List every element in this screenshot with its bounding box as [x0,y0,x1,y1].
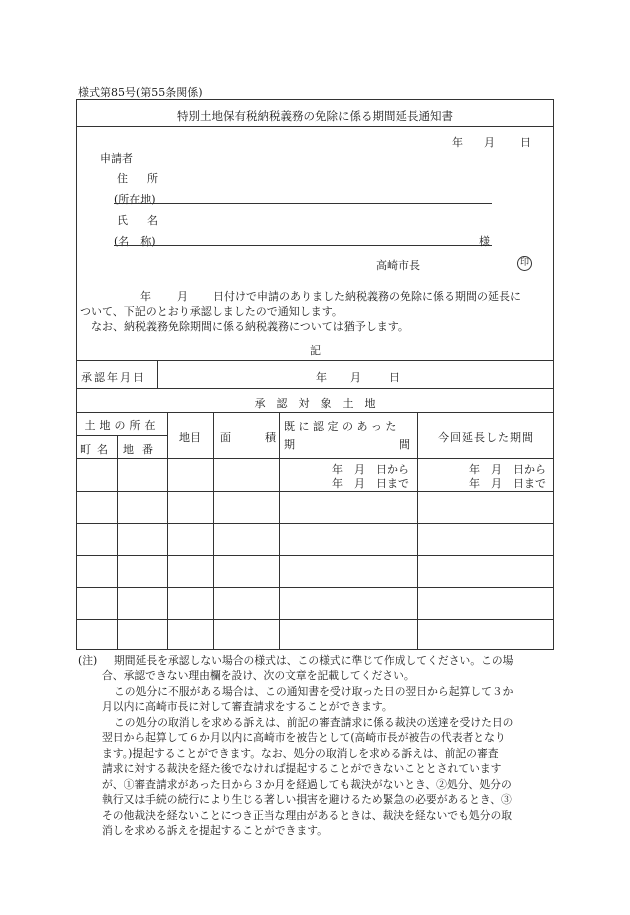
approval-bottom-line [76,388,554,389]
note-3b: 翌日から起算して６か月以内に高崎市を被告として(高崎市長が被告の代表者となり [102,731,506,744]
body-year: 年 [140,290,151,303]
col-lot: 地番 [123,443,161,456]
row-line-2 [76,523,554,524]
col-line-town [117,435,118,650]
body-line-3: なお、納税義務免除期間に係る納税義務については猶予します。 [91,320,409,333]
title-divider [76,126,554,127]
col-prior-2a: 期 [284,438,295,451]
address-label-1: 住 [117,172,128,185]
col-town: 町名 [80,443,114,456]
ki-marker: 記 [310,344,321,357]
name-label-2: 名 [147,214,158,227]
row-line-3 [76,555,554,556]
name-sub-label: (名 称) [114,235,156,248]
seal-icon: 印 [517,256,532,271]
address-sub-label: (所在地) [114,193,156,206]
body-line-1: 日付けで申請のありました納税義務の免除に係る期間の延長に [213,290,521,303]
name-label-1: 氏 [117,214,128,227]
col-line-prior [417,412,418,650]
col-line-category [213,412,214,650]
approval-day: 日 [389,371,400,384]
col-area-1: 面 [220,431,231,444]
address-field[interactable] [114,203,492,204]
note-2a: この処分に不服がある場合は、この通知書を受け取った日の翌日から起算して３か [114,685,514,698]
note-3a: この処分の取消しを求める訴えは、前記の審査請求に係る裁決の送達を受けた日の [114,716,514,729]
note-3g: その他裁決を経ないことにつき正当な理由があるときは、裁決を経ないでも処分の取 [102,809,513,822]
ext-from: 年 月 日から [469,463,546,476]
col-location: 土地の所在 [84,419,160,432]
date-day: 日 [520,136,531,149]
note-1b: 合、承認できない理由欄を設け、次の文章を記載してください。 [102,669,415,682]
location-split-line [76,435,167,436]
row-line-4 [76,587,554,588]
col-extended: 今回延長した期間 [438,431,534,444]
approval-top-line [76,360,554,361]
body-line-2: ついて、下記のとおり承認しましたので通知します。 [80,305,343,318]
col-area-2: 積 [265,431,276,444]
address-label-2: 所 [147,172,158,185]
row-line-1 [76,491,554,492]
prior-to: 年 月 日まで [332,477,409,490]
col-line-lot [167,412,168,650]
honorific: 様 [479,235,490,248]
body-month: 月 [177,290,188,303]
document-title: 特別土地保有税納税義務の免除に係る期間延長通知書 [177,109,453,123]
col-prior-2b: 間 [399,438,410,451]
applicant-heading: 申請者 [100,152,133,165]
approval-month: 月 [350,371,361,384]
name-field[interactable] [114,245,492,246]
col-line-area [279,412,280,650]
col-prior-1: 既に認定のあった [284,420,400,433]
approval-date-label: 承認年月日 [81,371,146,384]
note-3f: 執行又は手続の続行により生じる著しい損害を避けるため緊急の必要があるとき、③ [102,793,512,806]
note-3e: が、①審査請求があった日から３か月を経過しても裁決がないとき、②処分、処分の [102,778,512,791]
form-number-label: 様式第85号(第55条関係) [78,86,203,99]
note-3c: ます。)提起することができます。なお、処分の取消しを求める訴えは、前記の審査 [102,747,499,760]
note-2b: 月以内に高崎市長に対して審査請求をすることができます。 [102,700,393,713]
notes-label: (注) [78,654,98,667]
date-month: 月 [484,136,495,149]
approval-divider [157,360,158,388]
prior-from: 年 月 日から [332,463,409,476]
table-header-bottom [76,458,554,459]
land-header-line [76,412,554,413]
issuer-name: 高崎市長 [376,259,420,272]
note-3d: 請求に対する裁決を経た後でなければ提起することができないこととされています [102,762,502,775]
ext-to: 年 月 日まで [469,477,546,490]
col-category: 地目 [179,431,201,444]
land-header: 承 認 対 象 土 地 [254,397,376,410]
note-1a: 期間延長を承認しない場合の様式は、この様式に準じて作成してください。この場 [114,654,514,667]
date-year: 年 [452,136,463,149]
row-line-5 [76,619,554,620]
note-3h: 消しを求める訴えを提起することができます。 [102,824,328,837]
approval-year: 年 [316,371,327,384]
